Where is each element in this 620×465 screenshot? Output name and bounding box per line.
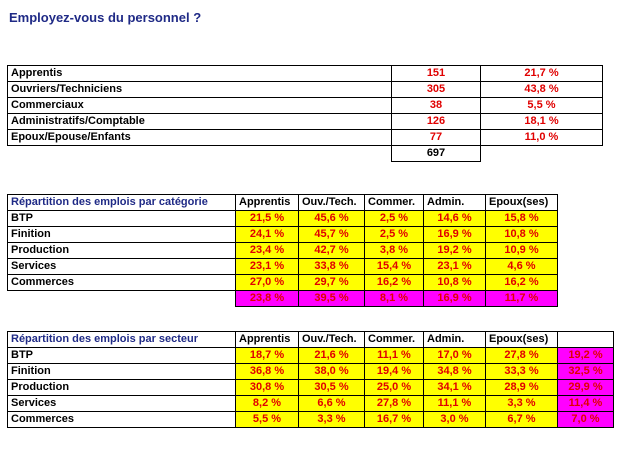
total-row [8, 146, 603, 162]
cell-value: 25,0 % [365, 380, 424, 396]
column-header: Ouv./Tech. [299, 195, 365, 211]
column-header: Commer. [365, 195, 424, 211]
cell-value: 16,2 % [486, 275, 558, 291]
table-row [8, 211, 558, 227]
cell-value: 45,7 % [299, 227, 365, 243]
cell-value: 10,8 % [486, 227, 558, 243]
cell-value: 28,9 % [486, 380, 558, 396]
page-title: Employez-vous du personnel ? [9, 10, 202, 25]
cell-value: 34,8 % [424, 364, 486, 380]
cell-value: 3,3 % [486, 396, 558, 412]
cell-value: 19,2 % [424, 243, 486, 259]
cell-value: 19,4 % [365, 364, 424, 380]
cell-value: 34,1 % [424, 380, 486, 396]
cell-value: 14,6 % [424, 211, 486, 227]
cell-value: 3,3 % [299, 412, 365, 428]
cell-value: 27,8 % [486, 348, 558, 364]
row-label: Finition [8, 364, 236, 380]
table-header-row [8, 195, 558, 211]
column-header: Commer. [365, 332, 424, 348]
row-total: 7,0 % [558, 412, 614, 428]
cell-value: 6,6 % [299, 396, 365, 412]
row-label: BTP [8, 211, 236, 227]
row-label: Production [8, 380, 236, 396]
cell-value: 5,5 % [236, 412, 299, 428]
row-count: 305 [392, 82, 481, 98]
cell-value: 3,8 % [365, 243, 424, 259]
column-header: Ouv./Tech. [299, 332, 365, 348]
row-label: BTP [8, 348, 236, 364]
cell-value: 23,4 % [236, 243, 299, 259]
cell-value: 27,0 % [236, 275, 299, 291]
staff-table [7, 65, 603, 162]
cell-value: 30,8 % [236, 380, 299, 396]
row-label: Epoux/Epouse/Enfants [8, 130, 392, 146]
column-header: Epoux(ses) [486, 195, 558, 211]
cell-value: 2,5 % [365, 211, 424, 227]
cell-value: 36,8 % [236, 364, 299, 380]
row-label: Apprentis [8, 66, 392, 82]
row-percent: 18,1 % [481, 114, 603, 130]
row-label: Commerces [8, 275, 236, 291]
cell-value: 24,1 % [236, 227, 299, 243]
row-total: 32,5 % [558, 364, 614, 380]
total-value: 8,1 % [365, 291, 424, 307]
table-row [8, 259, 558, 275]
cell-value: 23,1 % [424, 259, 486, 275]
cell-value: 27,8 % [365, 396, 424, 412]
row-label: Finition [8, 227, 236, 243]
row-total: 29,9 % [558, 380, 614, 396]
cell-value: 4,6 % [486, 259, 558, 275]
cell-value: 3,0 % [424, 412, 486, 428]
cell-value: 2,5 % [365, 227, 424, 243]
cell-value: 16,9 % [424, 227, 486, 243]
row-label: Services [8, 396, 236, 412]
cell-value: 29,7 % [299, 275, 365, 291]
cell-value: 6,7 % [486, 412, 558, 428]
table-row [8, 66, 603, 82]
row-percent: 21,7 % [481, 66, 603, 82]
cell-value: 11,1 % [365, 348, 424, 364]
row-count: 77 [392, 130, 481, 146]
row-total: 11,4 % [558, 396, 614, 412]
row-label: Ouvriers/Techniciens [8, 82, 392, 98]
total-value: 16,9 % [424, 291, 486, 307]
cell-value: 16,7 % [365, 412, 424, 428]
table-row [8, 227, 558, 243]
row-label: Services [8, 259, 236, 275]
row-total: 19,2 % [558, 348, 614, 364]
cell-value: 42,7 % [299, 243, 365, 259]
table-header-row [8, 332, 614, 348]
total-value: 11,7 % [486, 291, 558, 307]
table-row [8, 130, 603, 146]
cell-value: 45,6 % [299, 211, 365, 227]
table-row [8, 348, 614, 364]
row-count: 38 [392, 98, 481, 114]
cell-value: 30,5 % [299, 380, 365, 396]
cell-value: 33,3 % [486, 364, 558, 380]
table-row [8, 364, 614, 380]
total-value: 23,8 % [236, 291, 299, 307]
row-label: Administratifs/Comptable [8, 114, 392, 130]
cell-value: 10,9 % [486, 243, 558, 259]
cell-value: 11,1 % [424, 396, 486, 412]
table-row [8, 275, 558, 291]
column-header: Admin. [424, 332, 486, 348]
table-row [8, 243, 558, 259]
cell-value: 17,0 % [424, 348, 486, 364]
row-percent: 11,0 % [481, 130, 603, 146]
table-row [8, 82, 603, 98]
cell-value: 15,8 % [486, 211, 558, 227]
sector-table-title: Répartition des emplois par secteur [8, 332, 236, 348]
column-header: Admin. [424, 195, 486, 211]
table-row [8, 380, 614, 396]
row-count: 151 [392, 66, 481, 82]
total-value: 39,5 % [299, 291, 365, 307]
cell-value: 16,2 % [365, 275, 424, 291]
cell-value: 21,5 % [236, 211, 299, 227]
totals-row [8, 291, 558, 307]
row-label: Commerces [8, 412, 236, 428]
row-percent: 5,5 % [481, 98, 603, 114]
staff-total: 697 [392, 146, 481, 162]
category-table [7, 194, 558, 307]
sector-table [7, 331, 614, 428]
row-label: Production [8, 243, 236, 259]
cell-value: 18,7 % [236, 348, 299, 364]
row-count: 126 [392, 114, 481, 130]
cell-value: 10,8 % [424, 275, 486, 291]
category-table-title: Répartition des emplois par catégorie [8, 195, 236, 211]
cell-value: 21,6 % [299, 348, 365, 364]
table-row [8, 396, 614, 412]
row-label: Commerciaux [8, 98, 392, 114]
cell-value: 23,1 % [236, 259, 299, 275]
column-header: Epoux(ses) [486, 332, 558, 348]
table-row [8, 412, 614, 428]
column-header: Apprentis [236, 195, 299, 211]
table-row [8, 114, 603, 130]
row-percent: 43,8 % [481, 82, 603, 98]
cell-value: 38,0 % [299, 364, 365, 380]
column-header: Apprentis [236, 332, 299, 348]
cell-value: 8,2 % [236, 396, 299, 412]
cell-value: 33,8 % [299, 259, 365, 275]
table-row [8, 98, 603, 114]
cell-value: 15,4 % [365, 259, 424, 275]
